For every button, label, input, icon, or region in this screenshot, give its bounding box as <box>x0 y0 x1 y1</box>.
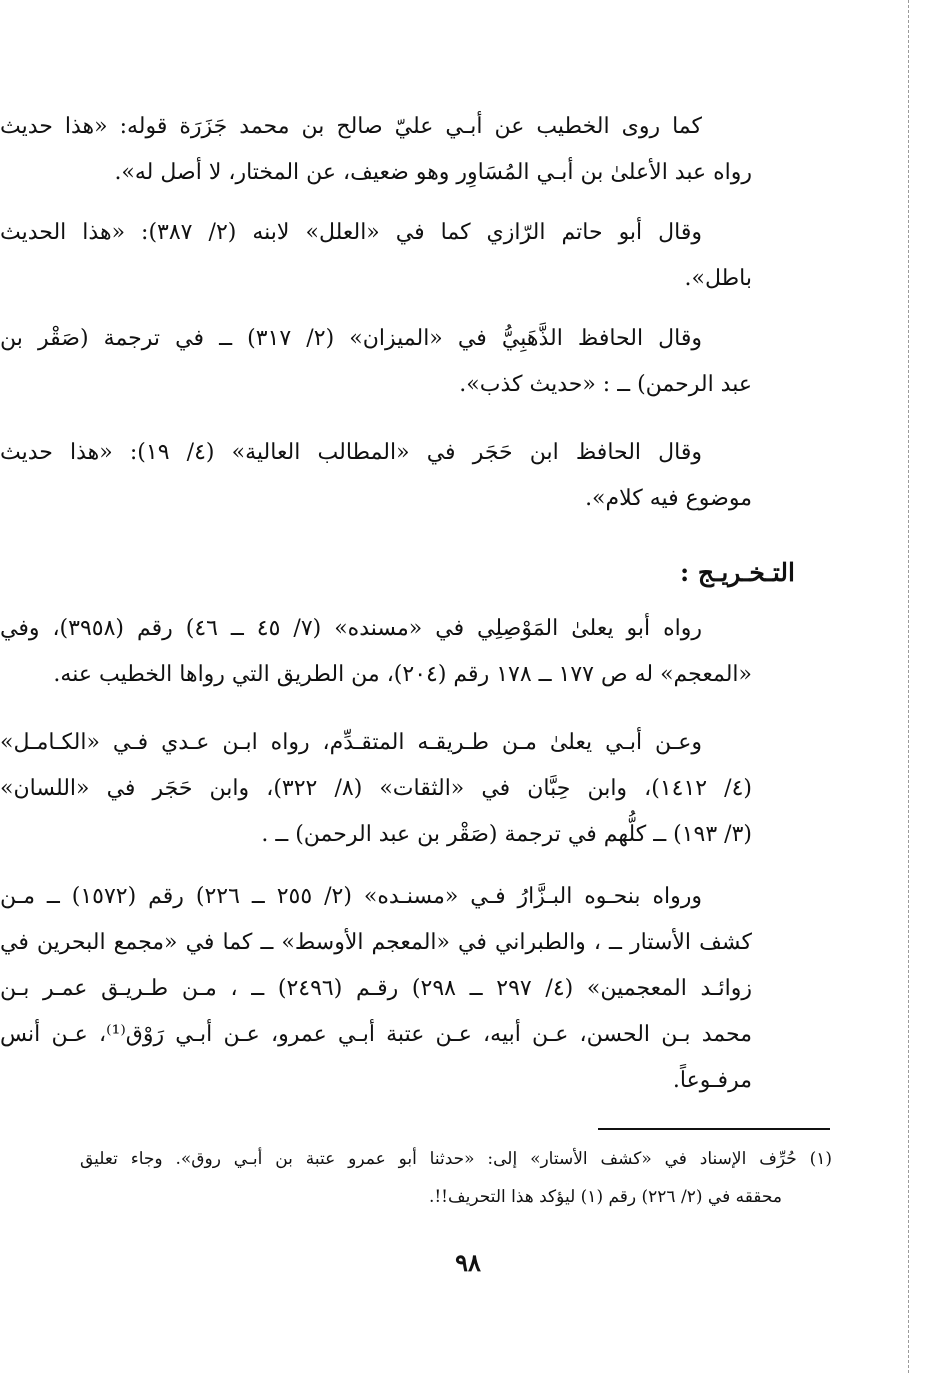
paragraph-line: رواه عبد الأعلىٰ بن أبـي المُسَاوِر وهو ضعيف، عن المختار، لا أصل له». <box>114 160 752 185</box>
paragraph-line: كشف الأستار ــ ، والطبراني في «المعجم الأوسط» ــ كما في «مجمع البحرين في <box>0 930 752 955</box>
paragraph-line: (٣/ ١٩٣) ــ كلُّهم في ترجمة (صَقْر بن عبد الرحمن) ــ . <box>261 822 752 847</box>
footnote <box>80 1140 832 1216</box>
paragraph-line: «المعجم» له ص ١٧٧ ــ ١٧٨ رقم (٢٠٤)، من الطريق التي رواها الخطيب عنه. <box>53 662 752 687</box>
paragraph-line: زوائـد المعجمين» (٤/ ٢٩٧ ــ ٢٩٨) رقـم (٢٤٩٦) ــ ، مـن طـريـق عمـر بـن <box>0 976 752 1001</box>
paragraph <box>0 104 752 196</box>
paragraph <box>0 316 752 408</box>
footnote-separator <box>598 1128 830 1130</box>
paragraph-line: عبد الرحمن) ــ : «حديث كذب». <box>459 372 752 397</box>
paragraph <box>0 874 752 1104</box>
paragraph-line: مرفـوعاً. <box>672 1068 752 1093</box>
paragraph-line: وقال أبو حاتم الرّازي كما في «العلل» لابنه (٢/ ٣٨٧): «هذا الحديث <box>0 220 703 245</box>
paragraph-line: موضوع فيه كلام». <box>585 486 752 511</box>
page-edge-divider <box>908 0 909 1373</box>
paragraph-line: وعـن أبـي يعلىٰ مـن طـريقـه المتقـدِّم، رواه ابـن عـدي فـي «الكـامـل» <box>0 730 702 755</box>
paragraph <box>0 606 752 698</box>
paragraph-line: رواه أبو يعلىٰ المَوْصِلِي في «مسنده» (٧/ ٤٥ ــ ٤٦) رقم (٣٩٥٨)، وفي <box>0 616 703 641</box>
paragraph-line: ورواه بنحـوه البـزَّارُ فـي «مسنـده» (٢/ ٢٥٥ ــ ٢٢٦) رقم (١٥٧٢) ــ مـن <box>0 884 703 909</box>
paragraph-line: كما روى الخطيب عن أبـي عليّ صالح بن محمد جَزَرَة قوله: «هذا حديث <box>0 114 702 139</box>
page-number: ٩٨ <box>455 1248 481 1277</box>
paragraph-line: باطل». <box>684 266 752 291</box>
paragraph <box>0 430 752 522</box>
paragraph-line: وقال الحافظ ابن حَجَر في «المطالب العالية» (٤/ ١٩): «هذا حديث <box>0 440 703 465</box>
paragraph-line: وقال الحافظ الذَّهَبِيُّ في «الميزان» (٢/ ٣١٧) ــ في ترجمة (صَقْر بن <box>0 326 703 351</box>
footnote-line: (١) حُرِّف الإسناد في «كشف الأستار» إلى: «حدثنا أبو عمرو عتبة بن أبـي روق». وجاء تعليق <box>80 1149 832 1169</box>
footnote-line: محققه في (٢/ ٢٢٦) رقم (١) ليؤكد هذا التحريف!!. <box>428 1187 782 1207</box>
paragraph-line: محمد بـن الحسن، عـن أبيه، عـن عتبة أبـي عمرو، عـن أبـي رَوْق⁽¹⁾، عـن أنس <box>0 1022 753 1047</box>
section-heading-takhrij: التـخـريـج : <box>679 558 795 587</box>
paragraph-line: (٤/ ١٤١٢)، وابن حِبَّان في «الثقات» (٨/ ٣٢٢)، وابن حَجَر في «اللسان» <box>0 776 753 801</box>
paragraph <box>0 210 752 302</box>
paragraph <box>0 720 752 858</box>
